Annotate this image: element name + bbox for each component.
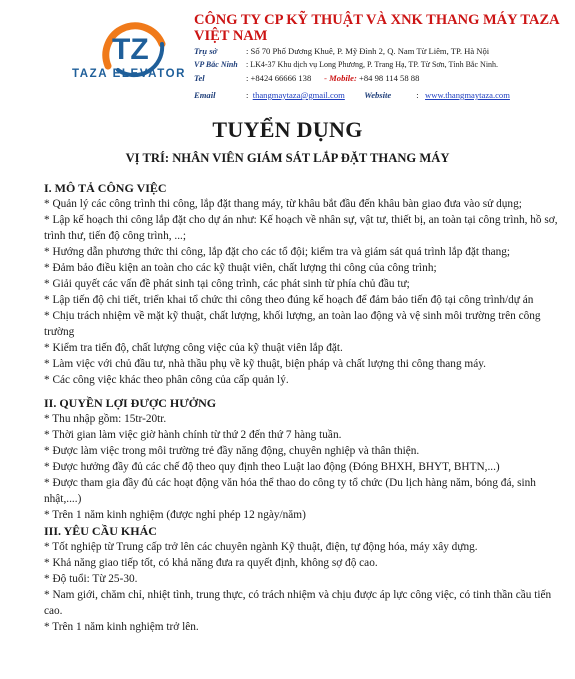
list-item: * Được hưởng đầy đủ các chế độ theo quy định theo Luật lao động (Đóng BHXH, BHYT, BHTN,...) [44,461,500,473]
job-description [44,180,564,635]
email-link[interactable]: thangmaytaza@gmail.com [252,90,345,100]
position-subtitle: VỊ TRÍ: NHÂN VIÊN GIÁM SÁT LẮP ĐẶT THANG MÁY [125,151,450,165]
list-item: * Các công việc khác theo phân công của cấp quản lý. [44,374,289,386]
list-item: * Được tham gia đầy đủ các hoạt động văn hóa thể thao do công ty tổ chức (Du lịch hàng năm, bóng đá, sinh nhật,....) [44,477,536,505]
tel-value: : +8424 66666 138 [246,73,312,83]
list-item: * Chịu trách nhiệm về mặt kỹ thuật, chất lượng, khối lượng, an toàn lao động và vệ sinh môi trường trên công trường [44,310,541,338]
page-title: TUYỂN DỤNG [212,117,363,142]
list-item: * Nam giới, chăm chỉ, nhiệt tình, trung thực, có trách nhiệm và chịu được áp lực công việc, có tinh thần cầu tiến cao. [44,589,552,617]
list-item: * Lập tiến độ chi tiết, triển khai tổ chức thi công theo đúng kế hoạch để đảm bảo tiến độ tại công trình/dự án [44,294,534,306]
phone-row [194,73,419,83]
email-label: Email [194,90,216,100]
svg-text:TZ: TZ [112,33,149,66]
list-item: * Độ tuổi: Từ 25-30. [44,573,138,585]
website-separator: : [416,90,419,100]
list-item: * Đảm bảo điều kiện an toàn cho các kỹ thuật viên, chất lượng thi công của công trình; [44,262,437,274]
list-item: * Làm việc với chủ đầu tư, nhà thầu phụ về kỹ thuật, biện pháp và chất lượng thi công thang máy. [44,358,486,370]
branch-address: : LK4-37 Khu dịch vụ Long Phương, P. Trang Hạ, TP. Từ Sơn, Tỉnh Bắc Ninh. [246,60,499,69]
contact-row [194,90,510,100]
list-item: * Thời gian làm việc giờ hành chính từ thứ 2 đến thứ 7 hàng tuần. [44,429,342,441]
list-item: * Kiểm tra tiến độ, chất lượng công việc của kỹ thuật viên lắp đặt. [44,342,343,354]
head-office-address: : Số 70 Phố Dương Khuê, P. Mỹ Đình 2, Q. Nam Từ Liêm, TP. Hà Nội [246,46,490,56]
list-item: * Thu nhập gồm: 15tr-20tr. [44,413,167,425]
list-item: * Tốt nghiệp từ Trung cấp trở lên các chuyên ngành Kỹ thuật, điện, tự động hóa, máy xây dựng. [44,541,478,553]
list-item: * Khả năng giao tiếp tốt, có khả năng đưa ra quyết định, không sợ độ cao. [44,557,378,569]
logo-text: TAZA ELEVATOR [72,68,187,80]
mobile-label: - Mobile: [324,73,357,83]
email-separator: : [246,90,249,100]
list-item: * Trên 1 năm kinh nghiệm trở lên. [44,621,199,633]
branch-row [194,60,498,69]
website-label: Website [364,90,392,100]
list-item: * Được làm việc trong môi trường trẻ đầy năng động, chuyên nghiệp và thân thiện. [44,445,420,457]
list-item: * Lập kế hoạch thi công lắp đặt cho dự án như: Kế hoạch về nhân sự, vật tư, thiết bị, an toàn tại công trình, hồ sơ, trình thư, tiến độ công trình, ...; [44,214,558,242]
company-line-1: CÔNG TY CP KỸ THUẬT VÀ XNK THANG MÁY TAZA [194,12,560,28]
section-heading: I. MÔ TẢ CÔNG VIỆC [44,181,167,195]
tel-label: Tel [194,73,205,83]
list-item: * Giải quyết các vấn đề phát sinh tại công trình, các phát sinh từ phía chủ đầu tư; [44,278,410,290]
company-line-2: VIỆT NAM [194,28,268,44]
head-office-label: Trụ sở [194,46,218,56]
branch-label: VP Bắc Ninh [194,60,238,69]
mobile-value: +84 98 114 58 88 [359,73,420,83]
list-item: * Hướng dẫn phương thức thi công, lắp đặt cho các tổ đội; kiểm tra và giám sát quá trình lắp đặt thang; [44,246,511,258]
list-item: * Quản lý các công trình thi công, lắp đặt thang máy, từ khâu bắt đầu đến khâu bàn giao đưa vào sử dụng; [44,198,522,210]
list-item: * Trên 1 năm kinh nghiệm (được nghỉ phép 12 ngày/năm) [44,509,306,521]
head-office-row [194,46,489,56]
section-heading: III. YÊU CẦU KHÁC [44,524,157,538]
company-name [194,12,564,44]
website-link[interactable]: www.thangmaytaza.com [425,90,510,100]
section-heading: II. QUYỀN LỢI ĐƯỢC HƯỞNG [44,396,217,410]
